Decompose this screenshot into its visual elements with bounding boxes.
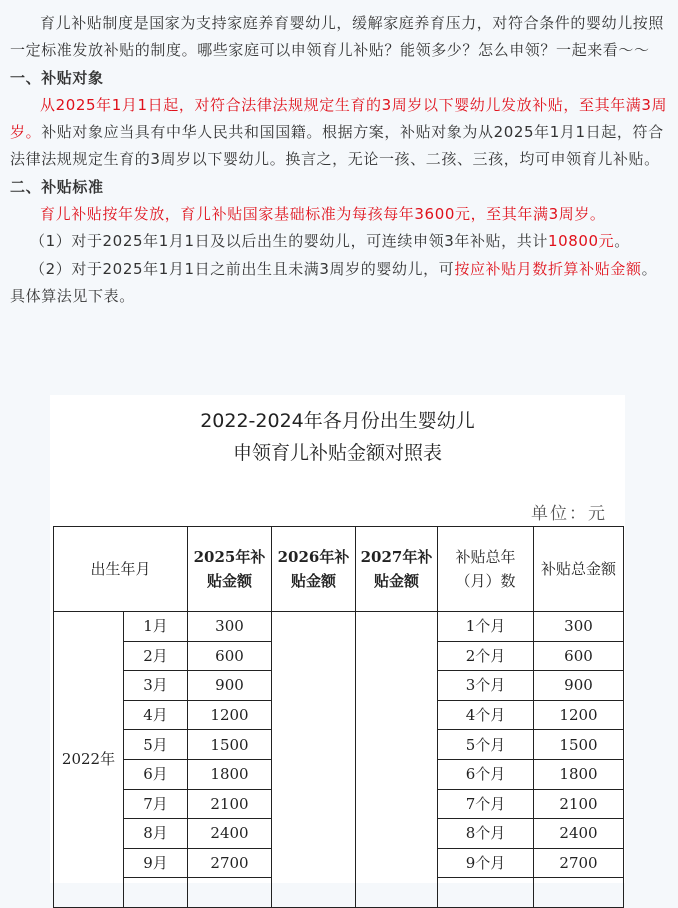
amount-2025-cell: 900: [188, 671, 272, 701]
header-2026-amount: 2026年补贴金额: [272, 527, 356, 612]
total-amount-cell: 1200: [534, 700, 624, 730]
amount-2025-cell: 1200: [188, 700, 272, 730]
amount-2025-cell: [188, 878, 272, 908]
table-title: [50, 405, 625, 469]
subsidy-table: [53, 526, 624, 908]
total-months-cell: 2个月: [438, 641, 534, 671]
total-months-cell: 7个月: [438, 789, 534, 819]
section-heading-subsidy-target: 一、补贴对象: [10, 68, 104, 87]
table-body: [54, 612, 624, 908]
amount-2026-cell: [272, 612, 356, 908]
subsidy-target-paragraph: [10, 92, 670, 174]
unit-label: 单位：元: [531, 504, 607, 524]
total-months-cell: 4个月: [438, 700, 534, 730]
total-amount-cell: 600: [534, 641, 624, 671]
total-months-cell: [438, 878, 534, 908]
total-months-cell: 9个月: [438, 848, 534, 878]
month-cell: 2月: [124, 641, 188, 671]
amount-2025-cell: 1500: [188, 730, 272, 760]
month-cell: 8月: [124, 819, 188, 849]
month-cell: 3月: [124, 671, 188, 701]
standard-item-1: [10, 228, 670, 255]
month-cell: 1月: [124, 612, 188, 642]
total-amount-cell: 1500: [534, 730, 624, 760]
month-cell: 7月: [124, 789, 188, 819]
total-amount-cell: 1800: [534, 759, 624, 789]
amount-2025-cell: 600: [188, 641, 272, 671]
total-amount-cell: 300: [534, 612, 624, 642]
total-amount-cell: 2700: [534, 848, 624, 878]
month-cell: [124, 878, 188, 908]
amount-2025-cell: 300: [188, 612, 272, 642]
year-cell: 2022年: [54, 612, 124, 908]
total-months-cell: 5个月: [438, 730, 534, 760]
total-months-cell: 6个月: [438, 759, 534, 789]
total-amount-cell: 2100: [534, 789, 624, 819]
subsidy-standard-highlight: 育儿补贴按年发放，育儿补贴国家基础标准为每孩每年3600元，至其年满3周岁。: [40, 205, 606, 224]
item2-text: （2）对于2025年1月1日之前出生且未满3周岁的婴幼儿，可: [30, 259, 455, 278]
item2-end: 。具体算法见下表。: [10, 259, 658, 305]
header-2025-amount: 2025年补贴金额: [188, 527, 272, 612]
intro-text: 育儿补贴制度是国家为支持家庭养育婴幼儿，缓解家庭养育压力，对符合条件的婴幼儿按照一定标准发放补贴的制度。哪些家庭可以申领育儿补贴？能领多少？怎么申领？一起来看～～: [10, 14, 665, 60]
total-amount-cell: 2400: [534, 819, 624, 849]
subsidy-target-highlight: 从2025年1月1日起，对符合法律法规规定生育的3周岁以下婴幼儿发放补贴，至其年满3周岁。: [10, 95, 668, 142]
header-birth-month: 出生年月: [54, 527, 188, 612]
table-header-row: [54, 527, 624, 612]
total-months-cell: 1个月: [438, 612, 534, 642]
total-amount-cell: 900: [534, 671, 624, 701]
article-body: [10, 10, 670, 310]
intro-paragraph: [10, 10, 670, 65]
amount-2025-cell: 2700: [188, 848, 272, 878]
header-2027-amount: 2027年补贴金额: [356, 527, 438, 612]
table-row: [54, 612, 624, 642]
table-title-line1: 2022-2024年各月份出生婴幼儿: [200, 410, 475, 432]
header-total-months: 补贴总年（月）数: [438, 527, 534, 612]
month-cell: 6月: [124, 759, 188, 789]
item1-text: （1）对于2025年1月1日及以后出生的婴幼儿，可连续申领3年补贴，共计: [30, 232, 548, 251]
subsidy-table-image: [50, 395, 625, 883]
amount-2025-cell: 2400: [188, 819, 272, 849]
amount-2027-cell: [356, 612, 438, 908]
amount-2025-cell: 1800: [188, 759, 272, 789]
item1-total-highlight: 10800元: [547, 232, 615, 251]
total-months-cell: 8个月: [438, 819, 534, 849]
total-amount-cell: [534, 878, 624, 908]
amount-2025-cell: 2100: [188, 789, 272, 819]
subsidy-target-text: 补贴对象应当具有中华人民共和国国籍。根据方案，补贴对象为从2025年1月1日起，符合法律法规规定生育的3周岁以下婴幼儿。换言之，无论一孩、二孩、三孩，均可申领育儿补贴。: [10, 123, 664, 169]
month-cell: 9月: [124, 848, 188, 878]
section-heading-subsidy-standard: 二、补贴标准: [10, 177, 104, 196]
item1-end: 。: [614, 232, 630, 251]
item2-highlight: 按应补贴月数折算补贴金额: [454, 259, 642, 278]
table-title-line2: 申领育儿补贴金额对照表: [232, 442, 442, 464]
month-cell: 4月: [124, 700, 188, 730]
standard-item-2: [10, 256, 670, 311]
month-cell: 5月: [124, 730, 188, 760]
header-total-amount: 补贴总金额: [534, 527, 624, 612]
total-months-cell: 3个月: [438, 671, 534, 701]
